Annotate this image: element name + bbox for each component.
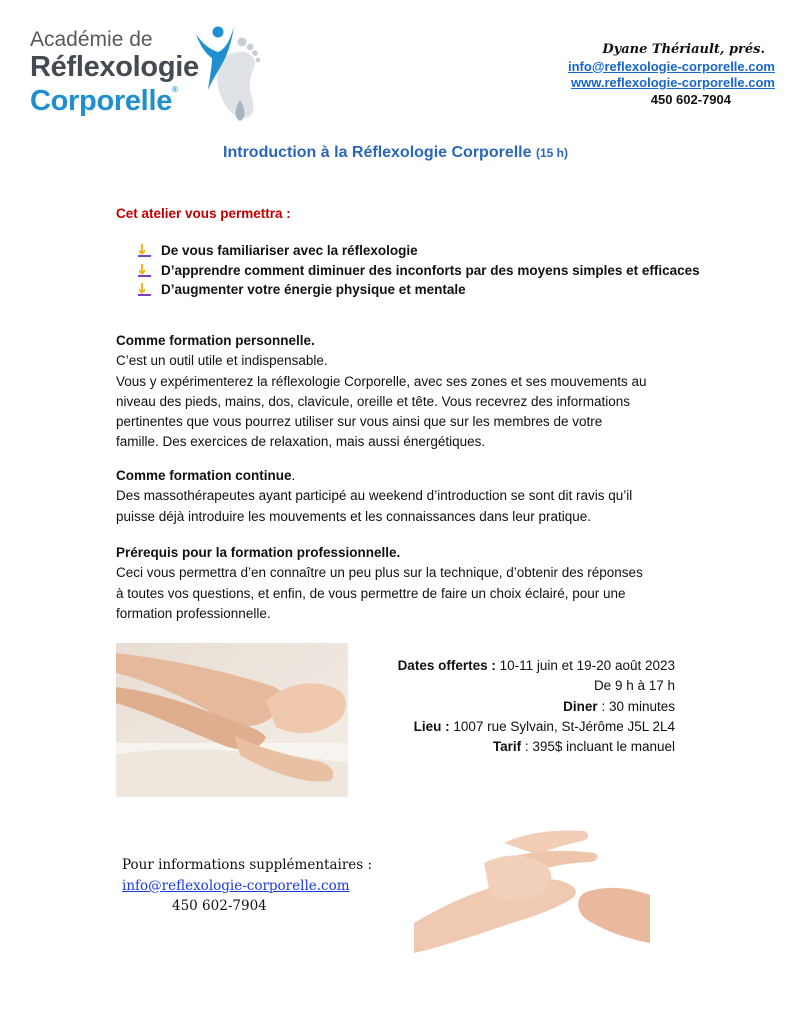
bullet-text: D’augmenter votre énergie physique et mentale <box>161 282 466 298</box>
logo-figure-foot-icon <box>182 20 270 124</box>
footer-label: Pour informations supplémentaires : <box>122 857 373 873</box>
contact-phone: 450 602-7904 <box>650 91 731 107</box>
arrow-down-bullet-icon <box>138 283 151 296</box>
lunch-row: Diner : 30 minutes <box>563 698 675 714</box>
section-line: Vous y expérimenterez la réflexologie Corporelle, avec ses zones et ses mouvements au <box>116 373 647 389</box>
course-details <box>350 656 675 757</box>
price-row: Tarif : 395$ incluant le manuel <box>492 739 675 755</box>
arrow-down-bullet-icon <box>138 244 151 257</box>
intro-heading: Cet atelier vous permettra : <box>116 206 291 221</box>
section-heading: Comme formation continue. <box>116 468 296 483</box>
section-line: Ceci vous permettra d’en connaître un peu plus sur la technique, d’obtenir des réponses <box>116 565 643 581</box>
footer-contact <box>122 855 372 917</box>
title-duration: (15 h) <box>535 146 568 160</box>
hand-massage-photo <box>414 803 650 957</box>
list-item <box>138 280 700 300</box>
section-line: Des massothérapeutes ayant participé au weekend d’introduction se sont dit ravis qu’il <box>116 488 633 504</box>
dates-row: Dates offertes : 10-11 juin et 19-20 août 2023 <box>397 658 675 673</box>
contact-name: Dyane Thériault, prés. <box>602 42 765 57</box>
section-continuing-training <box>116 466 696 527</box>
arrow-down-bullet-icon <box>138 264 151 277</box>
section-line: puisse déjà introduire les mouvements et les connaissances dans leur pratique. <box>116 508 592 524</box>
section-line: C’est un outil utile et indispensable. <box>116 353 328 369</box>
logo-text-academie: Académie de <box>30 28 153 51</box>
section-line: niveau des pieds, mains, dos, clavicule, oreille et tête. Vous recevrez des informations <box>116 393 631 409</box>
section-line: famille. Des exercices de relaxation, mais aussi énergétiques. <box>116 434 486 450</box>
section-line: pertinentes que vous pourrez utiliser sur vous ainsi que sur les membres de votre <box>116 414 603 430</box>
intro-bullet-list <box>138 241 700 300</box>
page-title <box>0 144 791 162</box>
section-heading: Comme formation personnelle. <box>116 333 315 348</box>
footer-phone: 450 602-7904 <box>172 898 267 914</box>
title-main: Introduction à la Réflexologie Corporelle <box>223 144 532 161</box>
logo-text-corporelle: Corporelle® <box>30 85 178 117</box>
list-item <box>138 241 700 261</box>
place-row: Lieu : 1007 rue Sylvain, St-Jérôme J5L 2L4 <box>413 718 675 734</box>
section-line: à toutes vos questions, et enfin, de vous permettre de faire un choix éclairé, pour une <box>116 585 626 601</box>
section-line: formation professionnelle. <box>116 605 271 621</box>
section-personal-training <box>116 331 696 453</box>
bullet-text: D’apprendre comment diminuer des inconforts par des moyens simples et efficaces <box>161 262 700 278</box>
list-item <box>138 261 700 281</box>
foot-massage-photo <box>116 643 348 797</box>
contact-website-link[interactable]: www.reflexologie-corporelle.com <box>571 75 775 90</box>
contact-email-link[interactable]: info@reflexologie-corporelle.com <box>568 58 775 74</box>
section-heading: Prérequis pour la formation professionnelle. <box>116 545 401 560</box>
logo-text-reflexologie: Réflexologie <box>30 51 199 83</box>
section-prerequisite <box>116 543 696 624</box>
contact-block <box>475 42 775 108</box>
hours-row: De 9 h à 17 h <box>593 678 675 694</box>
bullet-text: De vous familiariser avec la réflexologie <box>161 243 418 259</box>
footer-email-link[interactable]: info@reflexologie-corporelle.com <box>122 877 350 894</box>
